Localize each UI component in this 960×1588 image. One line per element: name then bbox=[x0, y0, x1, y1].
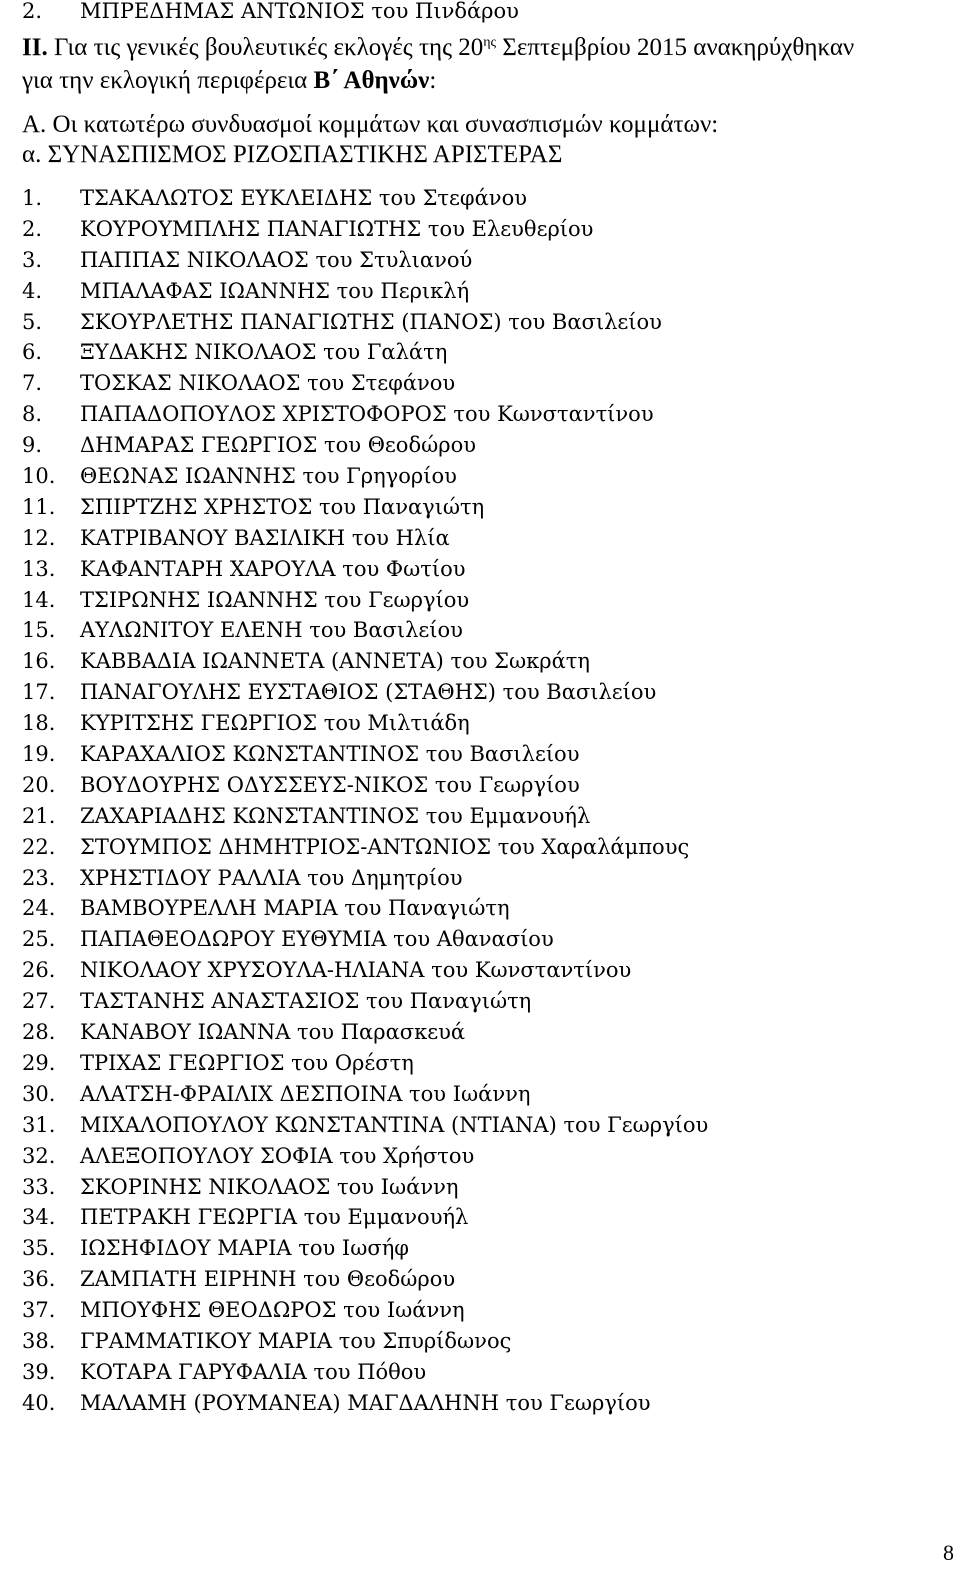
candidate-name: ΤΑΣΤΑΝΗΣ ΑΝΑΣΤΑΣΙΟΣ του Παναγιώτη bbox=[80, 989, 532, 1014]
candidate-number: 13. bbox=[22, 556, 56, 581]
candidate-name: ΒΟΥΔΟΥΡΗΣ ΟΔΥΣΣΕΥΣ-ΝΙΚΟΣ του Γεωργίου bbox=[80, 772, 580, 797]
candidate-name: ΧΡΗΣΤΙΔΟΥ ΡΑΛΛΙΑ του Δημητρίου bbox=[80, 865, 463, 890]
candidate-number: 4. bbox=[22, 278, 43, 303]
candidate-number: 32. bbox=[22, 1143, 56, 1168]
candidate-list-item bbox=[22, 832, 708, 863]
candidate-number: 35. bbox=[22, 1236, 56, 1261]
candidate-list-item bbox=[22, 1048, 708, 1079]
candidate-name: ΣΚΟΥΡΛΕΤΗΣ ΠΑΝΑΓΙΩΤΗΣ (ΠΑΝΟΣ) του Βασιλείου bbox=[80, 309, 662, 334]
candidate-name: ΠΕΤΡΑΚΗ ΓΕΩΡΓΙΑ του Εμμανουήλ bbox=[80, 1205, 469, 1230]
candidate-list-item bbox=[22, 677, 708, 708]
candidate-name: ΘΕΩΝΑΣ ΙΩΑΝΝΗΣ του Γρηγορίου bbox=[80, 464, 457, 489]
candidate-number: 31. bbox=[22, 1112, 56, 1137]
candidate-number: 20. bbox=[22, 772, 56, 797]
candidate-list-item bbox=[22, 739, 708, 770]
candidate-number: 23. bbox=[22, 865, 56, 890]
candidate-name: ΜΙΧΑΛΟΠΟΥΛΟΥ ΚΩΝΣΤΑΝΤΙΝΑ (ΝΤΙΑΝΑ) του Γεωργίου bbox=[80, 1112, 709, 1137]
candidate-list-item bbox=[22, 523, 708, 554]
candidate-list-item bbox=[22, 368, 708, 399]
candidate-name: ΜΠΟΥΦΗΣ ΘΕΟΔΩΡΟΣ του Ιωάννη bbox=[80, 1298, 465, 1323]
candidate-number: 12. bbox=[22, 525, 56, 550]
candidate-list-item bbox=[22, 245, 708, 276]
candidate-number: 11. bbox=[22, 494, 56, 519]
candidate-number: 17. bbox=[22, 680, 56, 705]
candidate-list-item bbox=[22, 183, 708, 214]
candidate-number: 15. bbox=[22, 618, 56, 643]
candidate-name: ΜΑΛΑΜΗ (ΡΟΥΜΑΝΕΑ) ΜΑΓΔΑΛΗΝΗ του Γεωργίου bbox=[80, 1390, 651, 1415]
candidate-list-item bbox=[22, 1326, 708, 1357]
candidate-name: ΑΛΕΞΟΠΟΥΛΟΥ ΣΟΦΙΑ του Χρήστου bbox=[80, 1143, 475, 1168]
candidate-name: ΤΣΑΚΑΛΩΤΟΣ ΕΥΚΛΕΙΔΗΣ του Στεφάνου bbox=[80, 186, 527, 210]
candidate-list-item bbox=[22, 307, 708, 338]
candidate-list-item bbox=[22, 1357, 708, 1388]
candidate-list-item bbox=[22, 214, 708, 245]
candidate-name: ΚΑΒΒΑΔΙΑ ΙΩΑΝΝΕΤΑ (ΑΝΝΕΤΑ) του Σωκράτη bbox=[80, 649, 590, 674]
candidate-number: 3. bbox=[22, 247, 43, 272]
ordinal-superscript: ης bbox=[483, 35, 497, 50]
candidate-number: 33. bbox=[22, 1174, 56, 1199]
section-text-part2: Σεπτεμβρίου 2015 ανακηρύχθηκαν bbox=[496, 34, 855, 61]
candidate-name: ΑΥΛΩΝΙΤΟΥ ΕΛΕΝΗ του Βασιλείου bbox=[80, 618, 463, 643]
candidate-name: ΙΩΣΗΦΙΔΟΥ ΜΑΡΙΑ του Ιωσήφ bbox=[80, 1236, 409, 1261]
candidate-number: 14. bbox=[22, 587, 56, 612]
candidate-list-item bbox=[22, 461, 708, 492]
candidate-number: 25. bbox=[22, 927, 56, 952]
candidate-list-item bbox=[22, 492, 708, 523]
candidate-list-item bbox=[22, 399, 708, 430]
candidate-name: ΖΑΧΑΡΙΑΔΗΣ ΚΩΝΣΤΑΝΤΙΝΟΣ του Εμμανουήλ bbox=[80, 803, 591, 828]
candidate-name: ΠΑΠΠΑΣ ΝΙΚΟΛΑΟΣ του Στυλιανού bbox=[80, 247, 473, 272]
candidate-number: 26. bbox=[22, 958, 56, 983]
constituency-name: Β΄ Αθηνών bbox=[313, 67, 430, 94]
page-number: 8 bbox=[943, 1540, 954, 1565]
list-number: 2. bbox=[22, 0, 43, 23]
candidate-list-item bbox=[22, 585, 708, 616]
candidate-list-item bbox=[22, 1172, 708, 1203]
subsection-a-text: Α. Οι κατωτέρω συνδυασμοί κομμάτων και συνασπισμών κομμάτων: bbox=[22, 111, 719, 138]
candidate-number: 1. bbox=[22, 186, 43, 210]
candidate-number: 21. bbox=[22, 803, 56, 828]
candidate-name: ΣΚΟΡΙΝΗΣ ΝΙΚΟΛΑΟΣ του Ιωάννη bbox=[80, 1174, 459, 1199]
candidate-name: ΣΤΟΥΜΠΟΣ ΔΗΜΗΤΡΙΟΣ-ΑΝΤΩΝΙΟΣ του Χαραλάμπους bbox=[80, 834, 690, 859]
candidate-list-item bbox=[22, 1079, 708, 1110]
candidate-name: ΖΑΜΠΑΤΗ ΕΙΡΗΝΗ του Θεοδώρου bbox=[80, 1267, 456, 1292]
candidate-name: ΠΑΝΑΓΟΥΛΗΣ ΕΥΣΤΑΘΙΟΣ (ΣΤΑΘΗΣ) του Βασιλείου bbox=[80, 680, 657, 705]
candidate-name: ΜΠΑΛΑΦΑΣ ΙΩΑΝΝΗΣ του Περικλή bbox=[80, 278, 470, 303]
candidate-number: 22. bbox=[22, 834, 56, 859]
candidate-list-item bbox=[22, 430, 708, 461]
candidate-number: 9. bbox=[22, 433, 43, 458]
candidate-number: 34. bbox=[22, 1205, 56, 1230]
candidate-name: ΚΑΡΑΧΑΛΙΟΣ ΚΩΝΣΤΑΝΤΙΝΟΣ του Βασιλείου bbox=[80, 742, 580, 767]
candidate-number: 37. bbox=[22, 1298, 56, 1323]
section-ii-paragraph bbox=[22, 33, 854, 63]
candidate-name: ΠΑΠΑΘΕΟΔΩΡΟΥ ΕΥΘΥΜΙΑ του Αθανασίου bbox=[80, 927, 554, 952]
candidate-list-item bbox=[22, 708, 708, 739]
candidate-list-item bbox=[22, 615, 708, 646]
candidate-number: 5. bbox=[22, 309, 43, 334]
candidate-list bbox=[22, 183, 708, 1419]
candidate-number: 10. bbox=[22, 464, 56, 489]
list-text: ΜΠΡΕΔΗΜΑΣ ΑΝΤΩΝΙΟΣ του Πινδάρου bbox=[80, 0, 519, 23]
candidate-list-item bbox=[22, 801, 708, 832]
candidate-list-item bbox=[22, 554, 708, 585]
candidate-number: 24. bbox=[22, 896, 56, 921]
top-list-item bbox=[22, 0, 519, 26]
candidate-list-item bbox=[22, 646, 708, 677]
candidate-name: ΣΠΙΡΤΖΗΣ ΧΡΗΣΤΟΣ του Παναγιώτη bbox=[80, 494, 485, 519]
candidate-name: ΚΟΤΑΡΑ ΓΑΡΥΦΑΛΙΑ του Πόθου bbox=[80, 1359, 427, 1384]
candidate-number: 29. bbox=[22, 1050, 56, 1075]
candidate-name: ΤΣΙΡΩΝΗΣ ΙΩΑΝΝΗΣ του Γεωργίου bbox=[80, 587, 470, 612]
candidate-list-item bbox=[22, 955, 708, 986]
candidate-number: 8. bbox=[22, 402, 43, 427]
candidate-number: 16. bbox=[22, 649, 56, 674]
candidate-number: 30. bbox=[22, 1081, 56, 1106]
candidate-number: 19. bbox=[22, 742, 56, 767]
candidate-name: ΔΗΜΑΡΑΣ ΓΕΩΡΓΙΟΣ του Θεοδώρου bbox=[80, 433, 476, 458]
candidate-name: ΠΑΠΑΔΟΠΟΥΛΟΣ ΧΡΙΣΤΟΦΟΡΟΣ του Κωνσταντίνου bbox=[80, 402, 654, 427]
candidate-name: ΒΑΜΒΟΥΡΕΛΛΗ ΜΑΡΙΑ του Παναγιώτη bbox=[80, 896, 510, 921]
subsection-a-heading bbox=[22, 110, 718, 140]
candidate-name: ΝΙΚΟΛΑΟΥ ΧΡΥΣΟΥΛΑ-ΗΛΙΑΝΑ του Κωνσταντίνου bbox=[80, 958, 632, 983]
section-line2-part1: για την εκλογική περιφέρεια bbox=[22, 67, 314, 94]
candidate-name: ΓΡΑΜΜΑΤΙΚΟΥ ΜΑΡΙΑ του Σπυρίδωνος bbox=[80, 1328, 512, 1353]
section-line2-part2: : bbox=[429, 67, 437, 94]
candidate-number: 2. bbox=[22, 216, 43, 241]
section-label: ΙΙ. bbox=[22, 34, 48, 61]
candidate-name: ΤΟΣΚΑΣ ΝΙΚΟΛΑΟΣ του Στεφάνου bbox=[80, 371, 456, 396]
candidate-name: ΚΥΡΙΤΣΗΣ ΓΕΩΡΓΙΟΣ του Μιλτιάδη bbox=[80, 711, 470, 736]
candidate-number: 27. bbox=[22, 989, 56, 1014]
candidate-name: ΑΛΑΤΣΗ-ΦΡΑΙΛΙΧ ΔΕΣΠΟΙΝΑ του Ιωάννη bbox=[80, 1081, 531, 1106]
section-text-part1: Για τις γενικές βουλευτικές εκλογές της 20 bbox=[53, 34, 484, 61]
candidate-list-item bbox=[22, 924, 708, 955]
candidate-number: 6. bbox=[22, 340, 43, 365]
candidate-number: 36. bbox=[22, 1267, 56, 1292]
party-heading bbox=[22, 140, 562, 170]
candidate-number: 38. bbox=[22, 1328, 56, 1353]
party-heading-text: α. ΣΥΝΑΣΠΙΣΜΟΣ ΡΙΖΟΣΠΑΣΤΙΚΗΣ ΑΡΙΣΤΕΡΑΣ bbox=[22, 141, 563, 168]
candidate-list-item bbox=[22, 1233, 708, 1264]
candidate-list-item bbox=[22, 1295, 708, 1326]
candidate-number: 40. bbox=[22, 1390, 56, 1415]
candidate-number: 7. bbox=[22, 371, 43, 396]
candidate-list-item bbox=[22, 1017, 708, 1048]
candidate-list-item bbox=[22, 276, 708, 307]
section-ii-paragraph-line2 bbox=[22, 66, 436, 96]
candidate-name: ΚΑΦΑΝΤΑΡΗ ΧΑΡΟΥΛΑ του Φωτίου bbox=[80, 556, 466, 581]
candidate-list-item bbox=[22, 337, 708, 368]
candidate-list-item bbox=[22, 1388, 708, 1419]
candidate-list-item bbox=[22, 863, 708, 894]
candidate-list-item bbox=[22, 1141, 708, 1172]
candidate-number: 28. bbox=[22, 1020, 56, 1045]
candidate-list-item bbox=[22, 770, 708, 801]
candidate-list-item bbox=[22, 1202, 708, 1233]
candidate-list-item bbox=[22, 1264, 708, 1295]
candidate-name: ΚΑΤΡΙΒΑΝΟΥ ΒΑΣΙΛΙΚΗ του Ηλία bbox=[80, 525, 450, 550]
candidate-name: ΚΟΥΡΟΥΜΠΛΗΣ ΠΑΝΑΓΙΩΤΗΣ του Ελευθερίου bbox=[80, 216, 594, 241]
candidate-name: ΤΡΙΧΑΣ ΓΕΩΡΓΙΟΣ του Ορέστη bbox=[80, 1050, 414, 1075]
candidate-list-item bbox=[22, 986, 708, 1017]
candidate-name: ΞΥΔΑΚΗΣ ΝΙΚΟΛΑΟΣ του Γαλάτη bbox=[80, 340, 448, 365]
candidate-name: ΚΑΝΑΒΟΥ ΙΩΑΝΝΑ του Παρασκευά bbox=[80, 1020, 466, 1045]
candidate-list-item bbox=[22, 1110, 708, 1141]
candidate-number: 18. bbox=[22, 711, 56, 736]
candidate-list-item bbox=[22, 893, 708, 924]
candidate-number: 39. bbox=[22, 1359, 56, 1384]
